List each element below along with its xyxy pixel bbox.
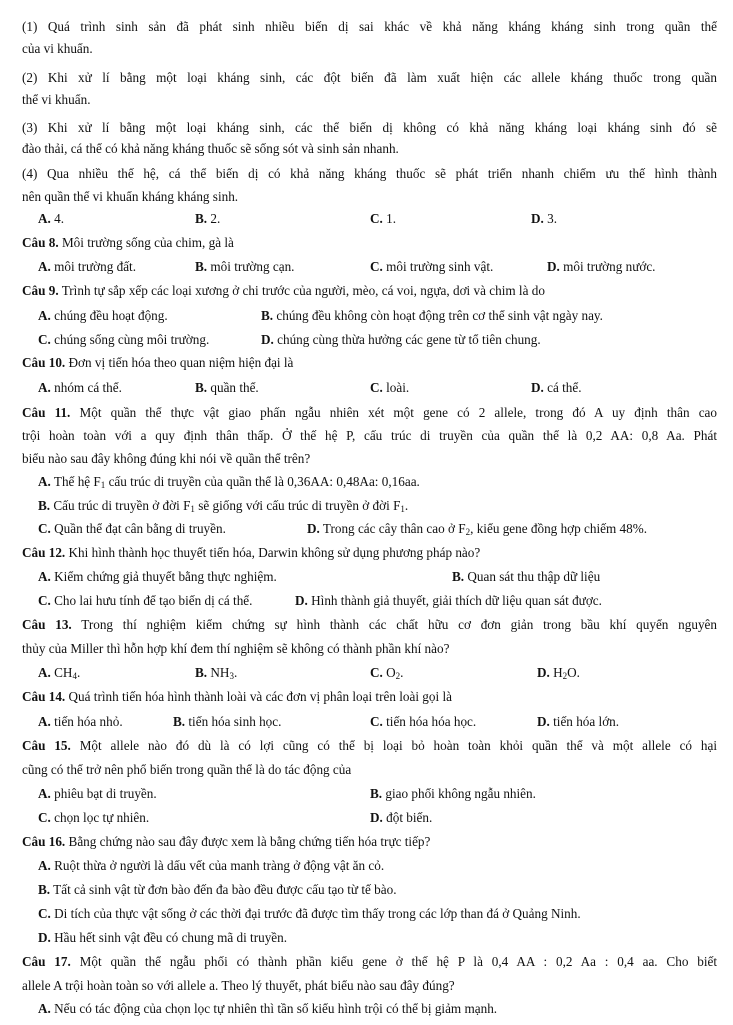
- q16-option-a[interactable]: [38, 858, 384, 874]
- option-letter: D.: [547, 259, 560, 274]
- q9-option-c[interactable]: [38, 332, 209, 348]
- option-text: .: [233, 665, 238, 680]
- option-text: O.: [567, 665, 580, 680]
- option-text: giao phối không ngẫu nhiên.: [385, 786, 536, 801]
- option-text: H: [553, 665, 563, 680]
- option-text: tiến hóa nhỏ.: [54, 714, 123, 729]
- option-letter: B.: [195, 259, 208, 274]
- option-letter: B.: [195, 380, 208, 395]
- q8-stem: [22, 235, 234, 251]
- q9-stem: [22, 283, 545, 299]
- option-letter: B.: [452, 569, 465, 584]
- subscript: 4: [72, 671, 77, 681]
- question-number: Câu 9.: [22, 283, 59, 298]
- question-number: Câu 16.: [22, 834, 66, 849]
- option-text: 2.: [210, 211, 221, 226]
- question-text: Môi trường sống của chim, gà là: [61, 235, 234, 250]
- option-text: Quần thể đạt cân bằng di truyền.: [54, 521, 226, 536]
- q10-option-b[interactable]: [195, 380, 259, 396]
- question-text: Một quần thể ngẫu phối có thành phần kiểu gene ở thế hệ P là 0,4 AA : 0,2 Aa : 0,4 aa. Cho biết: [79, 954, 718, 969]
- q17-stem-line-2: allele A trội hoàn toàn so với allele a. Theo lý thuyết, phát biểu nào sau đây đúng?: [22, 978, 455, 993]
- q10-option-c[interactable]: [370, 380, 409, 396]
- q16-option-d[interactable]: [38, 930, 287, 946]
- option-letter: A.: [38, 211, 51, 226]
- q10-option-a[interactable]: [38, 380, 122, 396]
- q8-option-b[interactable]: [195, 259, 294, 275]
- option-text: 4.: [54, 211, 65, 226]
- question-number: Câu 11.: [22, 405, 71, 420]
- option-text: .: [404, 498, 409, 513]
- q16-option-b[interactable]: [38, 882, 397, 898]
- option-text: tiến hóa lớn.: [553, 714, 620, 729]
- option-letter: A.: [38, 474, 51, 489]
- q9-option-d[interactable]: [261, 332, 541, 348]
- subscript: 2: [465, 527, 471, 537]
- option-letter: B.: [195, 665, 208, 680]
- option-text: , kiểu gene đồng hợp chiếm 48%.: [470, 521, 648, 536]
- option-text: tiến hóa hóa học.: [386, 714, 477, 729]
- option-text: Di tích của thực vật sống ở các thời đại trước đã được tìm thấy trong các lớp than đá ở Quảng Ninh.: [54, 906, 581, 921]
- subscript: 1: [190, 504, 195, 514]
- q13-option-b[interactable]: [195, 665, 237, 681]
- q10-stem: [22, 355, 293, 371]
- statement-3-line-2: đào thải, cá thể có khả năng kháng thuốc sẽ sống sót và sinh sản nhanh.: [22, 141, 399, 156]
- question-number: Câu 17.: [22, 954, 71, 969]
- question-number: Câu 8.: [22, 235, 59, 250]
- statement-2-line-1: (2) Khi xử lí bằng một loại kháng sinh, các đột biến đã làm xuất hiện các allele kháng thuốc trong quần: [22, 70, 717, 85]
- q9-option-a[interactable]: [38, 308, 168, 324]
- q13-option-c[interactable]: [370, 665, 403, 681]
- subscript: 2: [562, 671, 568, 681]
- q8-option-d[interactable]: [547, 259, 655, 275]
- option-text: Hình thành giả thuyết, giải thích dữ liệu quan sát được.: [311, 593, 602, 608]
- q12-option-c[interactable]: [38, 593, 252, 609]
- statement-4-line-2: nên quần thể vi khuẩn kháng kháng sinh.: [22, 189, 239, 204]
- q8-option-a[interactable]: [38, 259, 136, 275]
- q14-stem: [22, 689, 452, 705]
- q14-option-b[interactable]: [173, 714, 281, 730]
- q15-option-a[interactable]: [38, 786, 157, 802]
- option-text: loài.: [386, 380, 410, 395]
- q14-option-a[interactable]: [38, 714, 123, 730]
- option-letter: C.: [38, 521, 51, 536]
- option-text: .: [400, 665, 404, 680]
- option-letter: C.: [38, 593, 51, 608]
- option-text: O: [386, 665, 396, 680]
- option-text: Quan sát thu thập dữ liệu: [467, 569, 601, 584]
- option-text: NH: [210, 665, 230, 680]
- option-text: Cho lai hưu tính để tạo biến dị cá thể.: [54, 593, 253, 608]
- option-text: Trong các cây thân cao ở F: [322, 521, 466, 536]
- option-text: Ruột thừa ở người là dấu vết của manh tràng ở động vật ăn cỏ.: [54, 858, 385, 873]
- q13-stem-line-2: thủy của Miller thì hỗn hợp khí đem thí nghiệm sẽ không có thành phần khí nào?: [22, 641, 450, 656]
- option-letter: D.: [537, 714, 550, 729]
- option-text: .: [76, 665, 81, 680]
- option-text: 1.: [386, 211, 397, 226]
- q12-option-a[interactable]: [38, 569, 277, 585]
- option-letter: A.: [38, 858, 51, 873]
- option-letter: D.: [537, 665, 550, 680]
- option-letter: A.: [38, 1001, 51, 1016]
- q13-option-d[interactable]: [537, 665, 580, 681]
- question-text: Quá trình tiến hóa hình thành loài và các đơn vị phân loại trên loài gọi là: [68, 689, 452, 704]
- option-text: đột biến.: [386, 810, 433, 825]
- option-letter: D.: [261, 332, 274, 347]
- option-letter: C.: [38, 810, 51, 825]
- statement-4-line-1: (4) Qua nhiều thế hệ, cá thể biến dị có khả năng kháng thuốc sẽ phát triển nhanh chiếm ưu thế hình thành: [22, 166, 717, 181]
- option-letter: B.: [38, 498, 51, 513]
- option-text: cấu trúc di truyền của quần thể là 0,36AA: 0,48Aa: 0,16aa.: [105, 474, 420, 489]
- option-letter: A.: [38, 259, 51, 274]
- q14-option-c[interactable]: [370, 714, 476, 730]
- q14-option-d[interactable]: [537, 714, 619, 730]
- q11-option-b[interactable]: [38, 498, 408, 514]
- q15-stem-line-1: [22, 738, 717, 754]
- question-number: Câu 14.: [22, 689, 66, 704]
- option-text: Thế hệ F: [53, 474, 101, 489]
- option-letter: A.: [38, 380, 51, 395]
- statement-2-line-2: thể vi khuẩn.: [22, 92, 91, 107]
- question-number: Câu 13.: [22, 617, 72, 632]
- option-letter: D.: [38, 930, 51, 945]
- option-letter: C.: [370, 714, 383, 729]
- question-text: Một quần thể thực vật giao phấn ngẫu nhiên xét một gene có 2 allele, trong đó A uy định thân cao: [79, 405, 718, 420]
- option-text: Cấu trúc di truyền ở đời F: [53, 498, 191, 513]
- option-text: chọn lọc tự nhiên.: [54, 810, 150, 825]
- q17-option-a[interactable]: [38, 1001, 497, 1017]
- q11-stem-line-2: trội hoàn toàn với a quy định thân thấp. Ở thế hệ P, cấu trúc di truyền của quần thể là 0,2 AA: 0,8 Aa. Phát: [22, 428, 717, 443]
- option-text: phiêu bạt di truyền.: [54, 786, 157, 801]
- option-text: 3.: [547, 211, 558, 226]
- option-text: chúng đều không còn hoạt động trên cơ thể sinh vật ngày nay.: [276, 308, 603, 323]
- option-letter: D.: [295, 593, 308, 608]
- option-letter: A.: [38, 714, 51, 729]
- option-letter: B.: [173, 714, 186, 729]
- option-text: Hầu hết sinh vật đều có chung mã di truyền.: [54, 930, 288, 945]
- q15-option-c[interactable]: [38, 810, 149, 826]
- subscript: 1: [400, 504, 405, 514]
- q10-option-d[interactable]: [531, 380, 582, 396]
- option-letter: C.: [370, 211, 383, 226]
- statement-1-line-1: (1) Quá trình sinh sản đã phát sinh nhiều biến dị sai khác về khả năng kháng kháng sinh trong quần thể: [22, 19, 717, 34]
- option-text: chúng đều hoạt động.: [54, 308, 168, 323]
- option-letter: D.: [307, 521, 320, 536]
- option-letter: C.: [370, 380, 383, 395]
- q11-option-a[interactable]: [38, 474, 420, 490]
- question-text: Trong thí nghiệm kiểm chứng sự hình thành các chất hữu cơ đơn giản trong bầu khí quyển nguyên: [81, 617, 718, 632]
- option-letter: C.: [370, 259, 383, 274]
- subscript: 2: [395, 671, 401, 681]
- q7-option-b[interactable]: [195, 211, 220, 227]
- option-letter: A.: [38, 665, 51, 680]
- option-letter: D.: [531, 211, 544, 226]
- option-text: Tất cả sinh vật từ đơn bào đến đa bào đều được cấu tạo từ tế bào.: [53, 882, 397, 897]
- q13-option-a[interactable]: [38, 665, 80, 681]
- option-letter: B.: [261, 308, 274, 323]
- option-letter: A.: [38, 569, 51, 584]
- q15-option-d[interactable]: [370, 810, 432, 826]
- q9-option-b[interactable]: [261, 308, 603, 324]
- question-text: Khi hình thành học thuyết tiến hóa, Darwin không sử dụng phương pháp nào?: [68, 545, 481, 560]
- option-text: nhóm cá thể.: [54, 380, 122, 395]
- option-letter: B.: [370, 786, 383, 801]
- option-letter: B.: [38, 882, 51, 897]
- q11-option-d[interactable]: [307, 521, 647, 537]
- q7-option-d[interactable]: [531, 211, 557, 227]
- statement-1-line-2: của vi khuẩn.: [22, 41, 93, 56]
- option-letter: C.: [370, 665, 383, 680]
- option-text: tiến hóa sinh học.: [188, 714, 282, 729]
- q8-option-c[interactable]: [370, 259, 493, 275]
- q12-stem: [22, 545, 480, 561]
- question-number: Câu 15.: [22, 738, 71, 753]
- q16-option-c[interactable]: [38, 906, 581, 922]
- option-text: môi trường nước.: [563, 259, 656, 274]
- option-text: Kiểm chứng giả thuyết bằng thực nghiệm.: [54, 569, 277, 584]
- question-number: Câu 10.: [22, 355, 66, 370]
- option-letter: C.: [38, 332, 51, 347]
- q11-stem-line-3: biểu nào sau đây không đúng khi nói về quần thể trên?: [22, 451, 311, 466]
- q11-option-c[interactable]: [38, 521, 226, 537]
- q7-option-c[interactable]: [370, 211, 396, 227]
- option-text: sẽ giống với cấu trúc di truyền ở đời F: [194, 498, 401, 513]
- option-text: chúng sống cùng môi trường.: [54, 332, 210, 347]
- q17-stem-line-1: [22, 954, 717, 970]
- q12-option-b[interactable]: [452, 569, 600, 585]
- option-text: chúng cùng thừa hưởng các gene từ tổ tiên chung.: [277, 332, 541, 347]
- option-letter: D.: [370, 810, 383, 825]
- option-text: cá thể.: [547, 380, 582, 395]
- question-number: Câu 12.: [22, 545, 66, 560]
- option-text: CH: [54, 665, 73, 680]
- question-text: Bằng chứng nào sau đây được xem là bằng chứng tiến hóa trực tiếp?: [68, 834, 431, 849]
- q15-option-b[interactable]: [370, 786, 536, 802]
- question-text: Một allele nào đó dù là có lợi cũng có thể bị loại bỏ hoàn toàn khỏi quần thể và một allele có hại: [79, 738, 717, 753]
- q11-stem-line-1: [22, 405, 717, 421]
- option-letter: B.: [195, 211, 208, 226]
- question-text: Trình tự sắp xếp các loại xương ở chi trước của người, mèo, cá voi, ngựa, dơi và chim là do: [61, 283, 545, 298]
- q12-option-d[interactable]: [295, 593, 602, 609]
- q15-stem-line-2: cũng có thể trở nên phổ biến trong quần thể là do tác động của: [22, 762, 352, 777]
- option-text: môi trường sinh vật.: [386, 259, 494, 274]
- option-text: môi trường cạn.: [210, 259, 295, 274]
- subscript: 3: [229, 671, 234, 681]
- option-text: môi trường đất.: [54, 259, 137, 274]
- option-text: quần thể.: [210, 380, 259, 395]
- option-letter: D.: [531, 380, 544, 395]
- q7-option-a[interactable]: [38, 211, 64, 227]
- question-text: Đơn vị tiến hóa theo quan niệm hiện đại là: [68, 355, 294, 370]
- option-letter: C.: [38, 906, 51, 921]
- q13-stem-line-1: [22, 617, 717, 633]
- option-letter: A.: [38, 308, 51, 323]
- subscript: 1: [100, 480, 106, 490]
- option-letter: A.: [38, 786, 51, 801]
- option-text: Nếu có tác động của chọn lọc tự nhiên thì tần số kiểu hình trội có thể bị giảm mạnh.: [54, 1001, 498, 1016]
- q16-stem: [22, 834, 430, 850]
- statement-3-line-1: (3) Khi xử lí bằng một loại kháng sinh, các thể biến dị không có khả năng kháng loại kháng sinh đó sẽ: [22, 120, 717, 135]
